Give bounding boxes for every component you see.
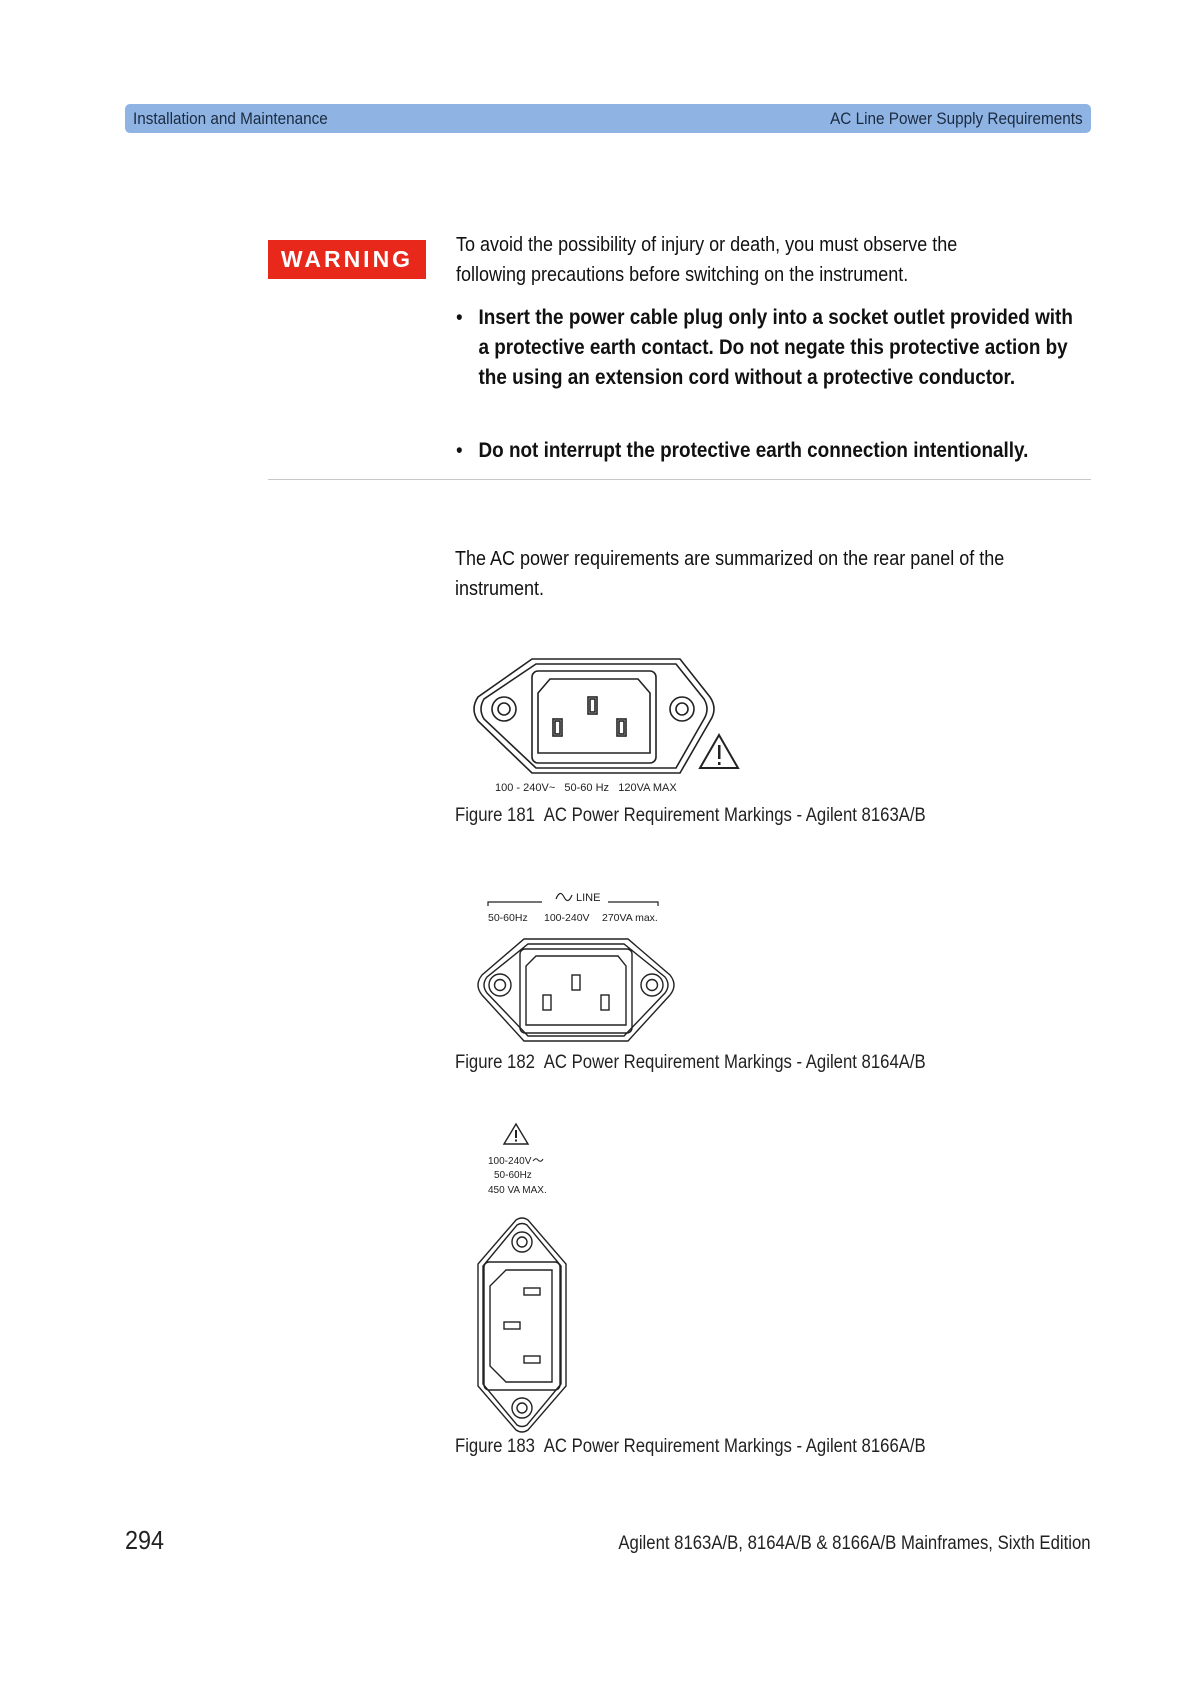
power-label: 270VA max. bbox=[602, 912, 658, 924]
body-paragraph: The AC power requirements are summarized on the rear panel of the instrument. bbox=[455, 548, 1005, 600]
running-header bbox=[125, 104, 1091, 133]
inlet-plate-outline bbox=[474, 659, 714, 773]
figure-number: Figure 181 bbox=[455, 805, 535, 826]
figure-182-caption bbox=[455, 1052, 926, 1074]
figure-caption-text: AC Power Requirement Markings - Agilent 8164A/B bbox=[543, 1052, 926, 1073]
mount-hole-left bbox=[489, 974, 511, 996]
figure-181-caption bbox=[455, 805, 926, 827]
figure-182-drawing bbox=[470, 885, 690, 1055]
figure-181-marking: 100 - 240V~ 50-60 Hz 120VA MAX bbox=[495, 782, 677, 794]
mount-hole-right bbox=[641, 974, 663, 996]
mount-hole-bottom bbox=[512, 1398, 532, 1418]
warning-bullet-text: Do not interrupt the protective earth connection intentionally. bbox=[478, 439, 1029, 462]
warning-badge: WARNING bbox=[268, 240, 426, 279]
earth-pin-slot bbox=[572, 975, 580, 990]
neutral-pin-slot bbox=[601, 995, 609, 1010]
bullet-dot-icon: • bbox=[456, 439, 463, 462]
ac-tilde-icon bbox=[533, 1159, 543, 1162]
voltage-label: 100-240V bbox=[488, 1156, 532, 1167]
figure-number: Figure 183 bbox=[455, 1436, 535, 1457]
figure-caption-text: AC Power Requirement Markings - Agilent 8166A/B bbox=[543, 1436, 926, 1457]
inlet-plate-outline bbox=[478, 1218, 566, 1432]
mount-hole-top bbox=[512, 1232, 532, 1252]
header-section-title: Installation and Maintenance bbox=[133, 109, 328, 128]
warning-bullet-text: Insert the power cable plug only into a socket outlet provided with a protective earth contact. Do not negate this protective action by the using an extension cord without a protective conductor. bbox=[478, 306, 1073, 389]
figure-number: Figure 182 bbox=[455, 1052, 535, 1073]
power-label: 450 VA MAX. bbox=[488, 1185, 547, 1196]
line-pin-slot bbox=[524, 1288, 540, 1295]
figure-caption-text: AC Power Requirement Markings - Agilent 8163A/B bbox=[543, 805, 926, 826]
figure-183-caption bbox=[455, 1436, 926, 1458]
ac-sine-icon bbox=[556, 893, 572, 900]
freq-label: 50-60Hz bbox=[488, 912, 528, 924]
earth-pin-slot bbox=[504, 1322, 520, 1329]
warning-divider bbox=[268, 479, 1091, 480]
figure-183-drawing bbox=[470, 1122, 610, 1447]
warning-bullet bbox=[456, 436, 1086, 466]
page-number: 294 bbox=[125, 1525, 165, 1555]
line-label: LINE bbox=[576, 892, 601, 904]
header-chapter-title: AC Line Power Supply Requirements bbox=[830, 109, 1083, 128]
freq-label: 50-60Hz bbox=[494, 1170, 532, 1181]
bullet-dot-icon: • bbox=[456, 306, 463, 329]
voltage-label: 100-240V bbox=[544, 912, 590, 924]
figure-181-drawing bbox=[470, 655, 750, 805]
footer-title: Agilent 8163A/B, 8164A/B & 8166A/B Mainframes, Sixth Edition bbox=[618, 1533, 1091, 1554]
line-pin-slot bbox=[543, 995, 551, 1010]
socket-frame bbox=[520, 949, 632, 1033]
warning-bullet bbox=[456, 303, 1086, 393]
socket-frame bbox=[532, 671, 656, 763]
mount-hole-right bbox=[670, 697, 694, 721]
mount-hole-left bbox=[492, 697, 516, 721]
warning-intro-text: To avoid the possibility of injury or death, you must observe the following precautions before switching on the instrument. bbox=[456, 234, 958, 286]
neutral-pin-slot bbox=[524, 1356, 540, 1363]
